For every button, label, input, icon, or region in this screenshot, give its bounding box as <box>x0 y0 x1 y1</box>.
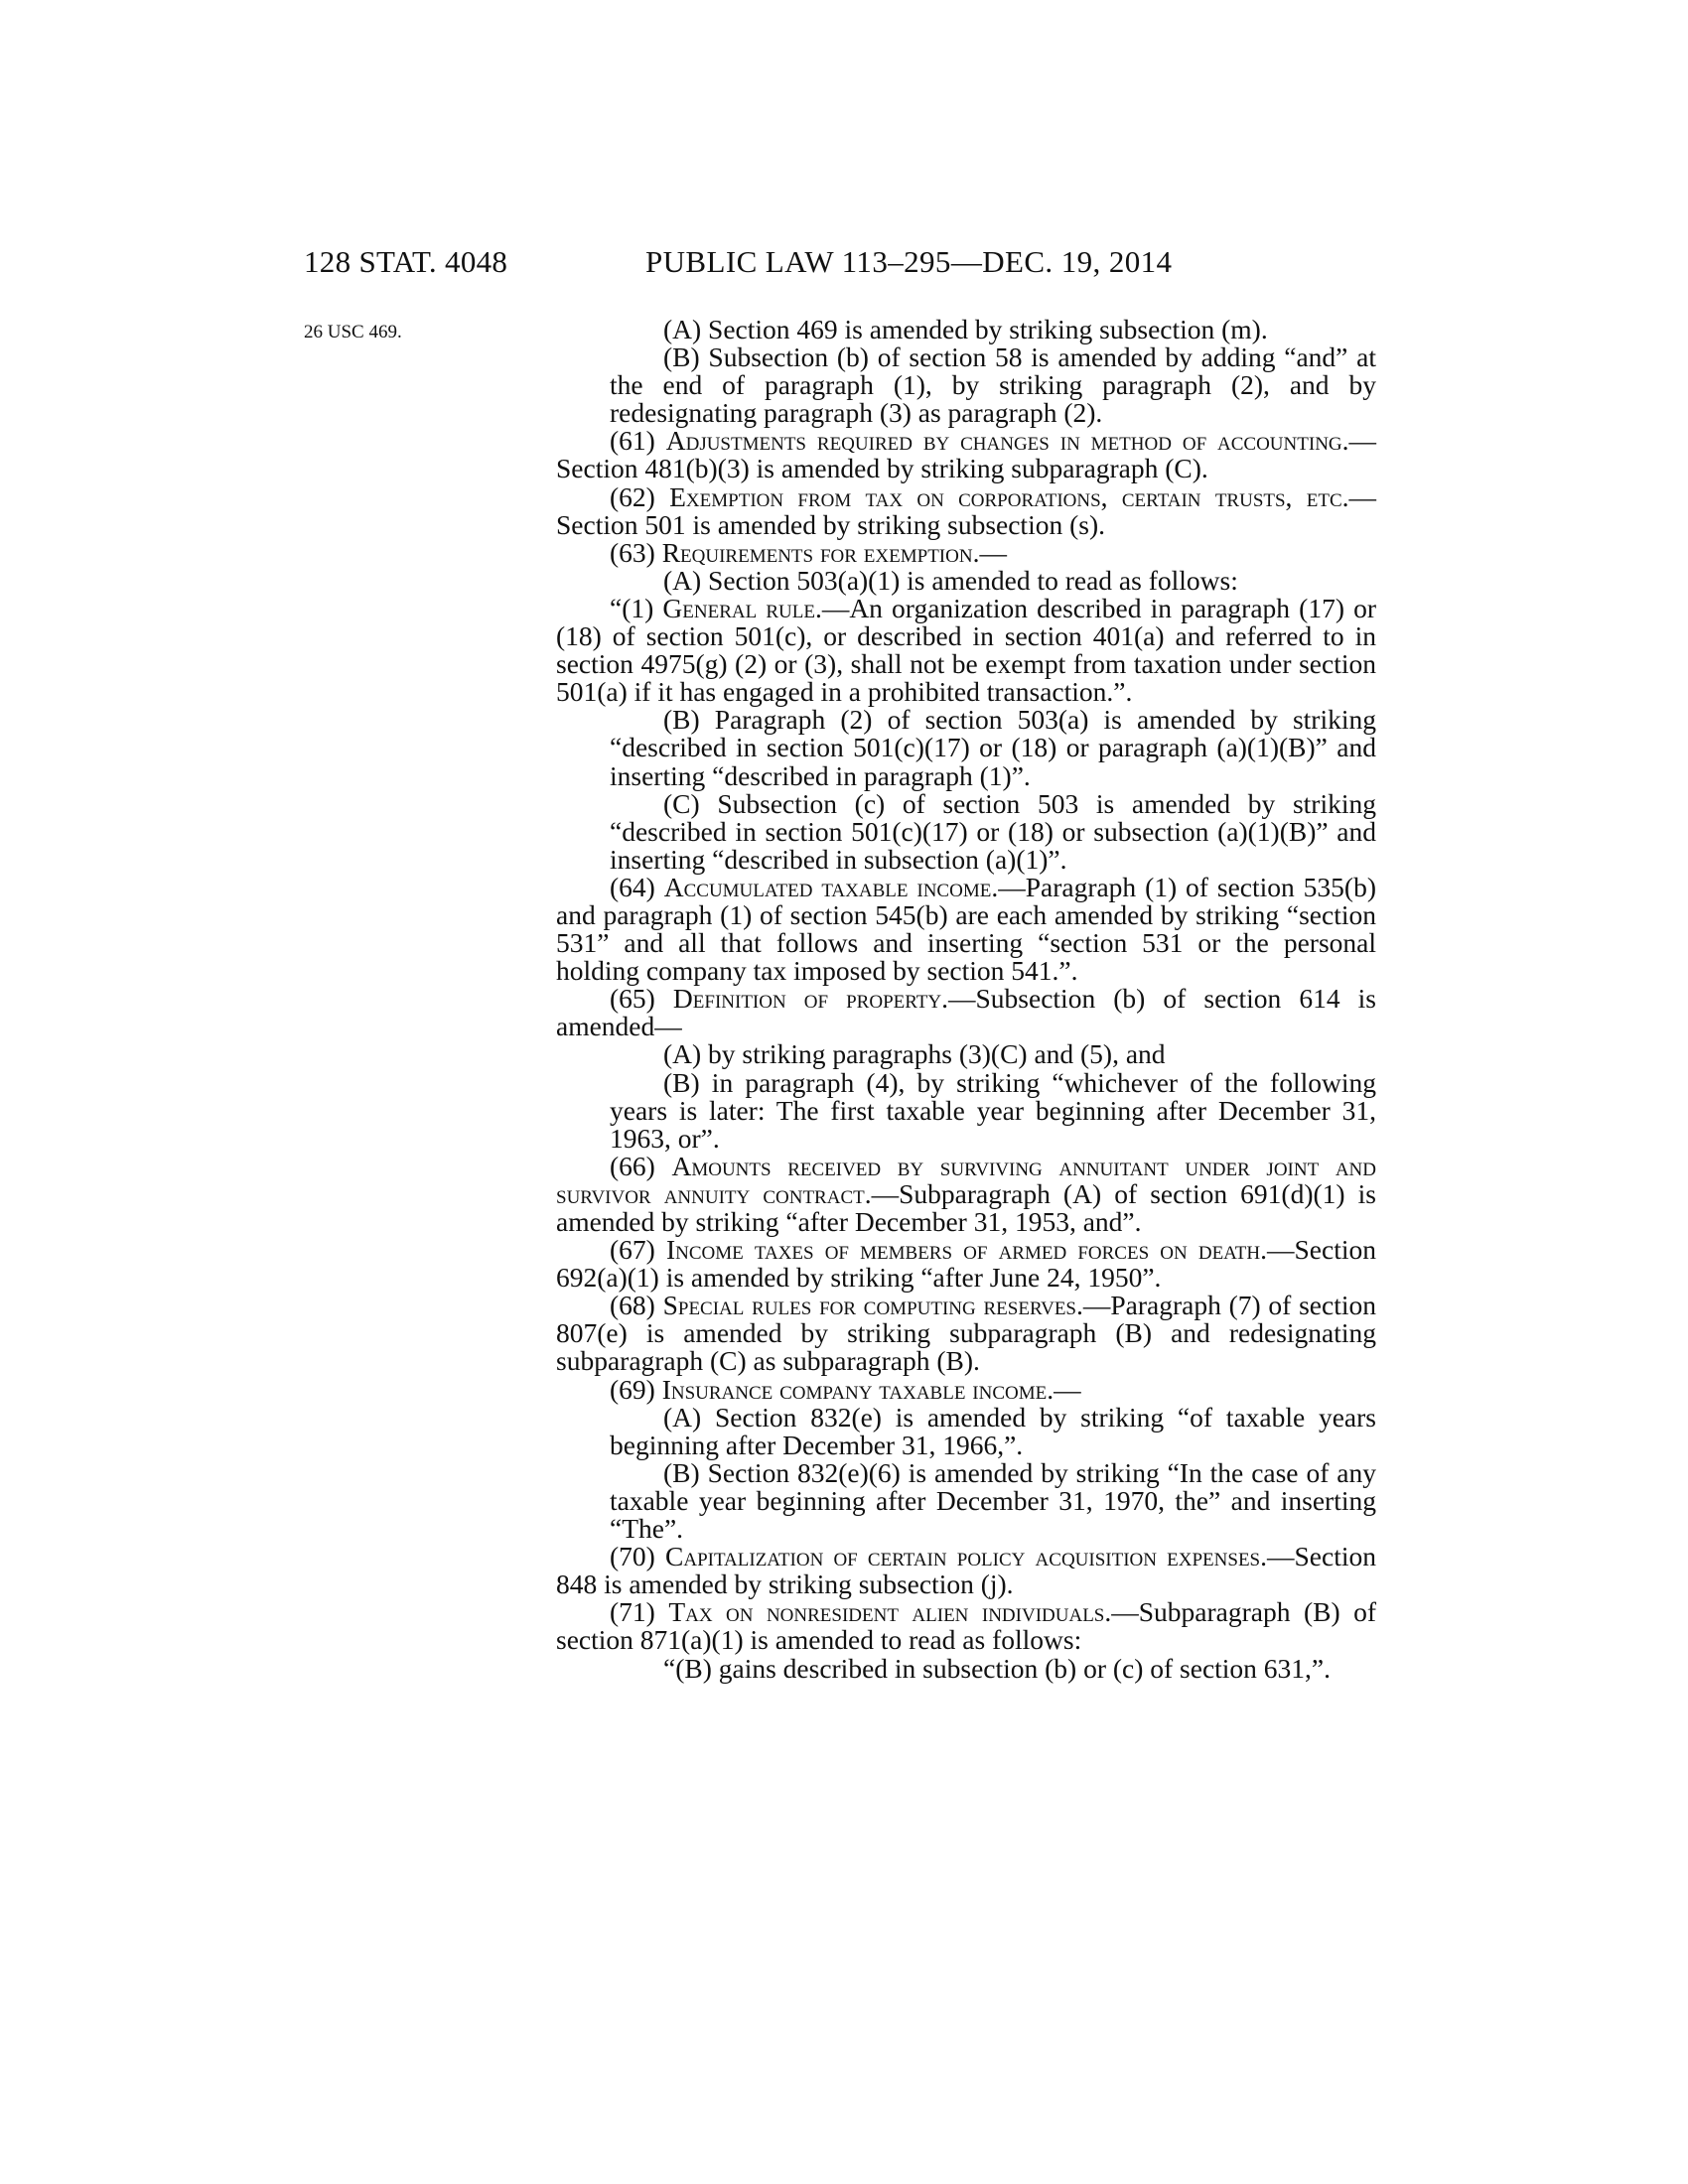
subparagraph-69-b: (B) Section 832(e)(6) is amended by striking “In the case of any taxable year beginning after December 31, 1970, the” and inserting “The”. <box>610 1456 1376 1545</box>
paragraph-66: (66) Amounts received by surviving annuitant under joint and survivor annuity contract.—Subparagraph (A) of section 691(d)(1) is amended by striking “after December 31, 1953, and”. <box>556 1150 1377 1237</box>
subparagraph-63-c: (C) Subsection (c) of section 503 is amended by striking “described in section 501(c)(17) or (18) or subsection (a)(1)(B)” and inserting “described in subsection (a)(1)”. <box>610 787 1376 875</box>
public-law-title: PUBLIC LAW 113–295—DEC. 19, 2014 <box>645 244 1173 279</box>
subparagraph-63-b: (B) Paragraph (2) of section 503(a) is amended by striking “described in section 501(c)(17) or (18) or paragraph (a)(1)(B)” and inserting “described in paragraph (1)”. <box>610 704 1376 791</box>
subparagraph-65-b: (B) in paragraph (4), by striking “whichever of the following years is later: The first taxable year beginning after December 31, 1963, or”. <box>610 1066 1376 1154</box>
paragraph-71: (71) Tax on nonresident alien individuals.—Subparagraph (B) of section 871(a)(1) is amended to read as follows: <box>556 1596 1377 1656</box>
page-header <box>0 244 1688 284</box>
quoted-subparagraph-b: “(B) gains described in subsection (b) or (c) of section 631,”. <box>663 1652 1332 1684</box>
statute-page-number: 128 STAT. 4048 <box>304 244 508 279</box>
paragraph-68: (68) Special rules for computing reserves.—Paragraph (7) of section 807(e) is amended by striking subparagraph (B) and redesignating subparagraph (C) as subparagraph (B). <box>556 1290 1376 1377</box>
quoted-general-rule: “(1) General rule.—An organization described in paragraph (17) or (18) of section 501(c), or described in section 401(a) and referred to in section 4975(g) (2) or (3), shall not be exempt from taxation under section 501(a) if it has engaged in a prohibited transaction.”. <box>556 592 1377 708</box>
paragraph-67: (67) Income taxes of members of armed forces on death.—Section 692(a)(1) is amended by striking “after June 24, 1950”. <box>556 1234 1376 1294</box>
subparagraph-b-58: (B) Subsection (b) of section 58 is amended by adding “and” at the end of paragraph (1), by striking paragraph (2), and by redesignating paragraph (3) as paragraph (2). <box>610 341 1376 429</box>
subparagraph-65-a: (A) by striking paragraphs (3)(C) and (5), and <box>663 1038 1166 1070</box>
paragraph-64: (64) Accumulated taxable income.—Paragraph (1) of section 535(b) and paragraph (1) of section 545(b) are each amended by striking “section 531” and all that follows and inserting “section 531 or the personal holding company tax imposed by section 541.”. <box>556 871 1376 987</box>
paragraph-61: (61) Adjustments required by changes in method of accounting.—Section 481(b)(3) is amended by striking subparagraph (C). <box>556 425 1377 484</box>
paragraph-63: (63) Requirements for exemption.— <box>610 536 1007 568</box>
paragraph-62: (62) Exemption from tax on corporations, certain trusts, etc.—Section 501 is amended by striking subsection (s). <box>556 480 1376 540</box>
document-body <box>556 316 1376 1683</box>
margin-citation: 26 USC 469. <box>304 322 402 342</box>
subparagraph-63-a: (A) Section 503(a)(1) is amended to read as follows: <box>663 564 1238 596</box>
subparagraph-a-469: (A) Section 469 is amended by striking subsection (m). <box>663 314 1268 344</box>
paragraph-65: (65) Definition of property.—Subsection (b) of section 614 is amended— <box>556 983 1376 1042</box>
subparagraph-69-a: (A) Section 832(e) is amended by striking “of taxable years beginning after December 31, 1966,”. <box>610 1401 1376 1460</box>
paragraph-69: (69) Insurance company taxable income.— <box>610 1373 1081 1405</box>
paragraph-70: (70) Capitalization of certain policy acquisition expenses.—Section 848 is amended by striking subsection (j). <box>556 1541 1376 1600</box>
